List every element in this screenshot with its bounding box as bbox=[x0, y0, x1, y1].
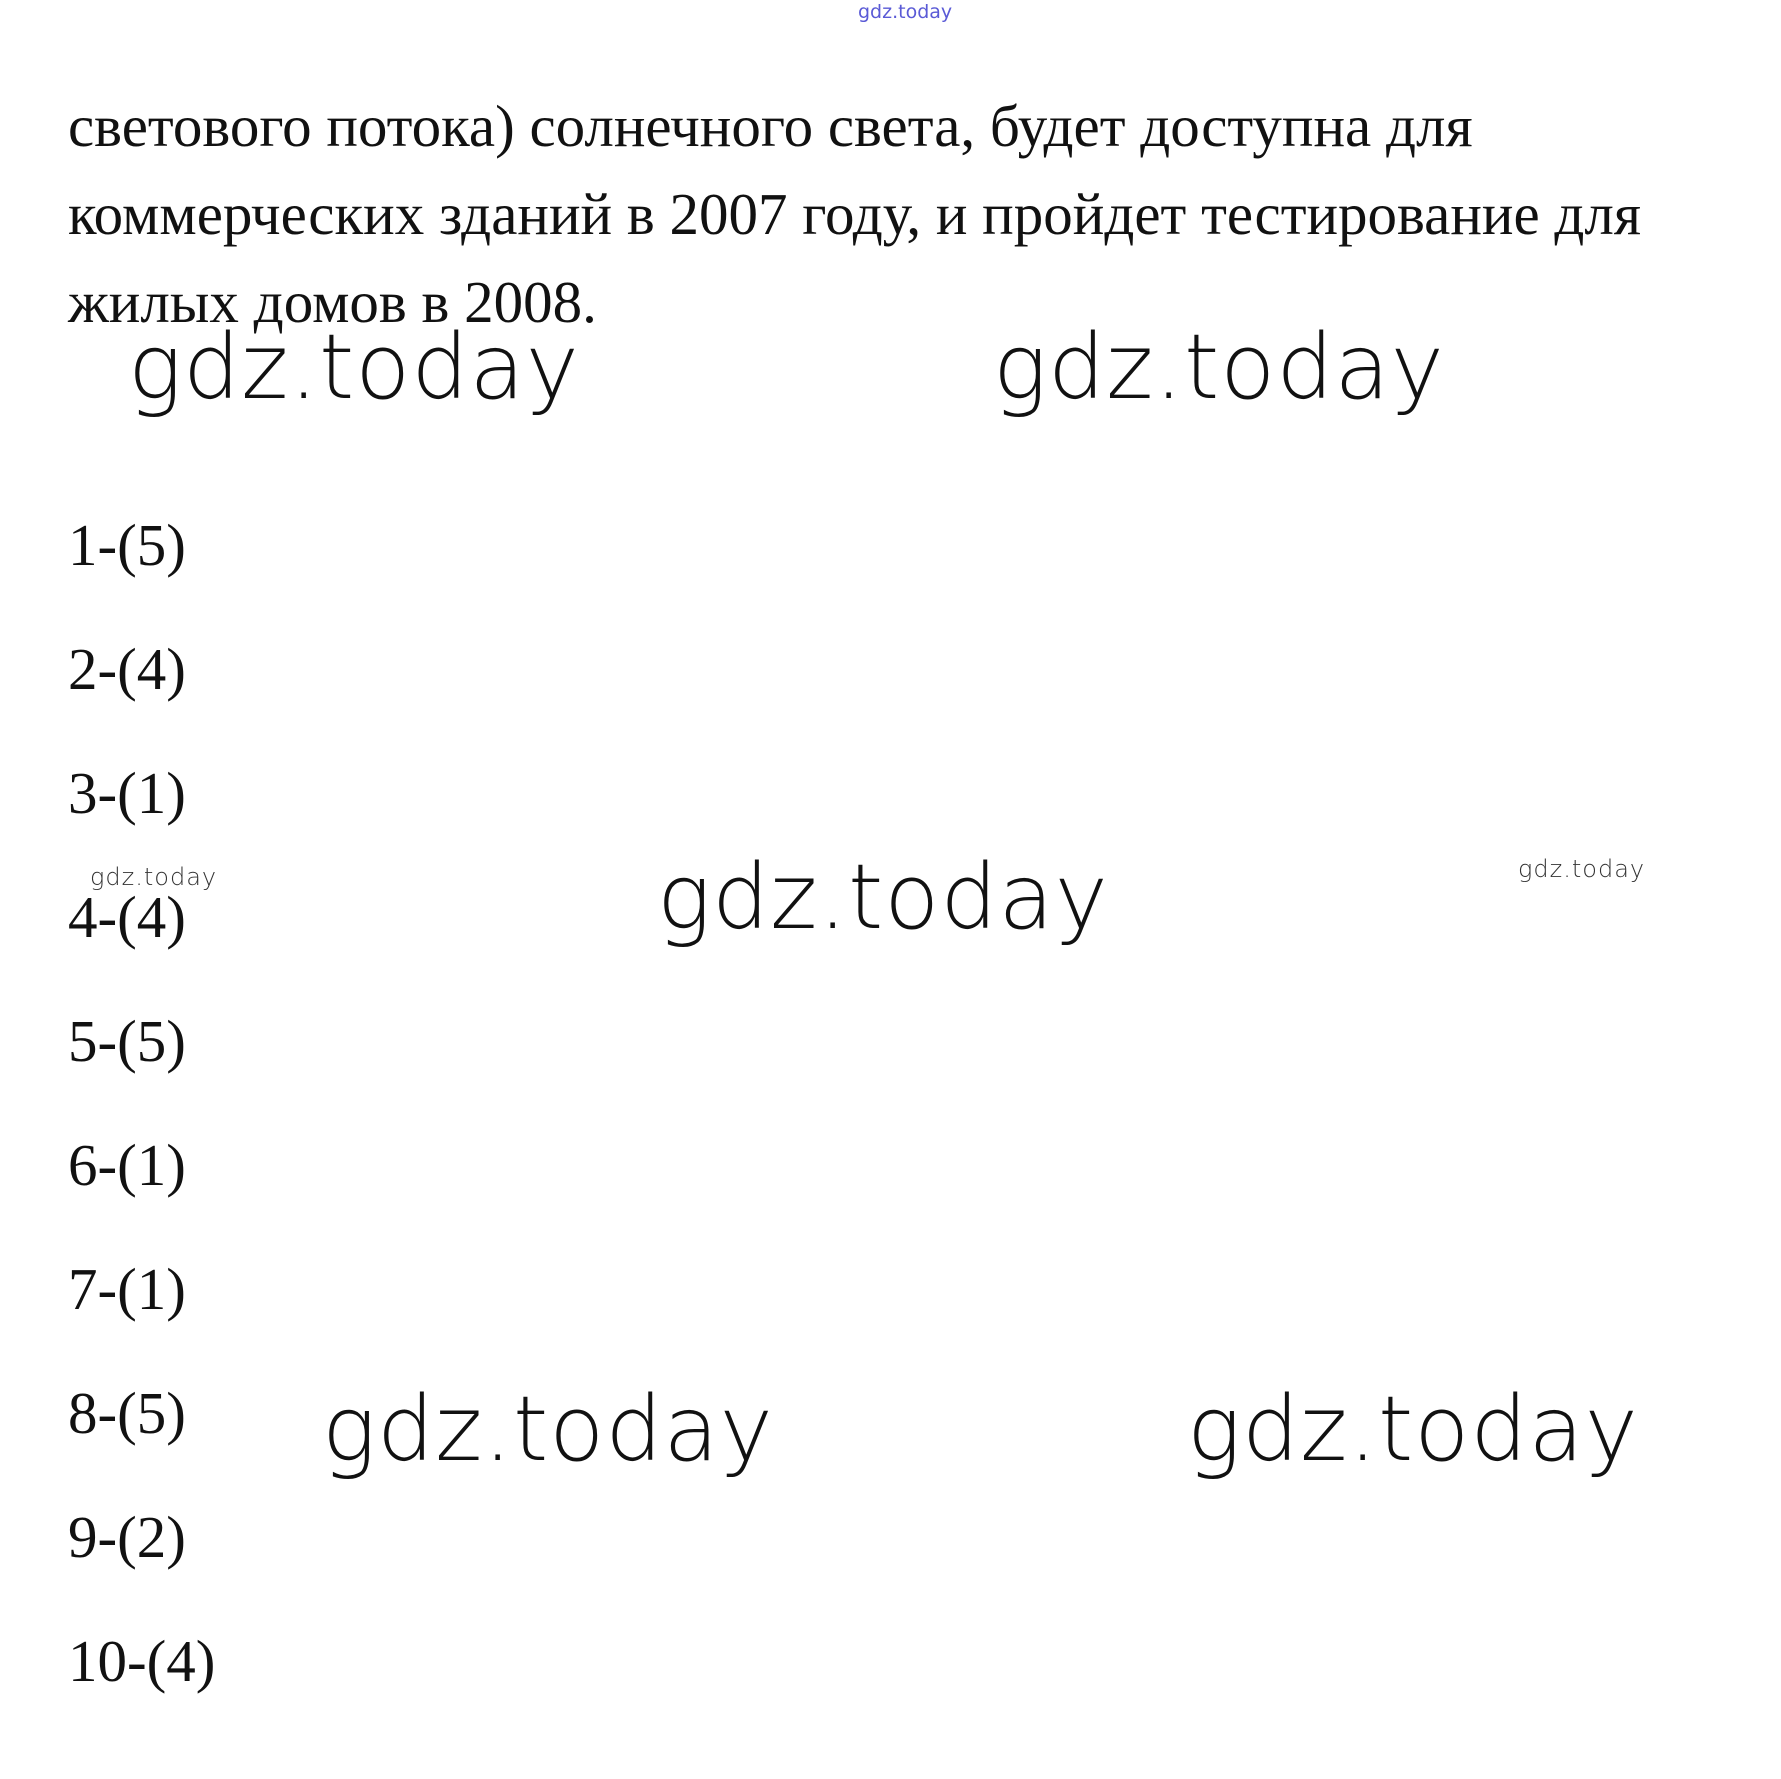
watermark: gdz.today bbox=[1187, 1377, 1639, 1482]
watermark: gdz.today bbox=[1518, 855, 1646, 883]
answer-item: 7-(1) bbox=[68, 1256, 186, 1322]
watermark: gdz.today bbox=[128, 315, 580, 420]
watermark: gdz.today bbox=[322, 1377, 774, 1482]
paragraph-line: светового потока) солнечного света, будет доступна для bbox=[68, 93, 1473, 159]
paragraph bbox=[68, 82, 1668, 346]
answer-item: 5-(5) bbox=[68, 1008, 186, 1074]
watermark: gdz.today bbox=[993, 315, 1445, 420]
answer-item: 2-(4) bbox=[68, 636, 186, 702]
answer-item: 4-(4) bbox=[68, 884, 186, 950]
paragraph-line: жилых домов в 2008. bbox=[68, 269, 597, 335]
paragraph-line: коммерческих зданий в 2007 году, и пройдет тестирование для bbox=[68, 181, 1642, 247]
answer-item: 8-(5) bbox=[68, 1380, 186, 1446]
answer-item: 1-(5) bbox=[68, 512, 186, 578]
answer-item: 6-(1) bbox=[68, 1132, 186, 1198]
watermark: gdz.today bbox=[90, 863, 218, 891]
watermark: gdz.today bbox=[657, 845, 1109, 950]
header-watermark: gdz.today bbox=[858, 1, 953, 23]
answer-item: 10-(4) bbox=[68, 1628, 216, 1694]
answer-item: 9-(2) bbox=[68, 1504, 186, 1570]
answer-item: 3-(1) bbox=[68, 760, 186, 826]
